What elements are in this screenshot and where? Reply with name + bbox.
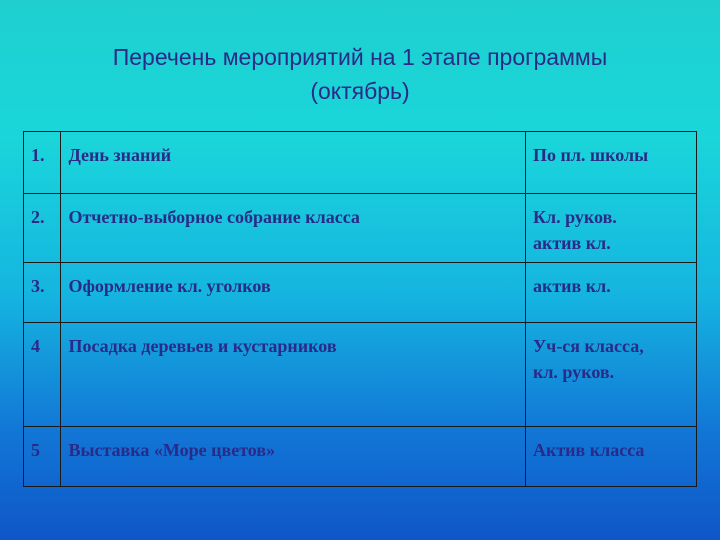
responsible-cell bbox=[525, 194, 696, 263]
table-row bbox=[24, 263, 697, 323]
slide-title-line-1: Перечень мероприятий на 1 этапе программы bbox=[112, 44, 608, 70]
responsible-line: По пл. школы bbox=[532, 145, 649, 165]
table-row bbox=[24, 194, 697, 263]
row-number-cell: 4 bbox=[24, 323, 61, 427]
event-cell: Выставка «Море цветов» bbox=[61, 427, 526, 487]
event-cell: Отчетно-выборное собрание класса bbox=[61, 194, 526, 263]
responsible-cell bbox=[525, 427, 696, 487]
row-number-cell: 1. bbox=[24, 132, 61, 194]
responsible-line: актив кл. bbox=[532, 276, 611, 296]
responsible-line: Уч-ся класса, bbox=[532, 336, 644, 356]
event-cell: Посадка деревьев и кустарников bbox=[61, 323, 526, 427]
event-cell: День знаний bbox=[61, 132, 526, 194]
table-row bbox=[24, 323, 697, 427]
event-cell: Оформление кл. уголков bbox=[61, 263, 526, 323]
row-number-cell: 2. bbox=[24, 194, 61, 263]
table-row bbox=[24, 427, 697, 487]
responsible-cell bbox=[525, 323, 696, 427]
responsible-line: Актив класса bbox=[532, 440, 645, 460]
program-table bbox=[23, 131, 697, 487]
slide-title-line-2: (октябрь) bbox=[310, 78, 410, 104]
responsible-line: кл. руков. bbox=[532, 362, 615, 382]
responsible-line: Кл. руков. bbox=[532, 207, 617, 227]
row-number-cell: 5 bbox=[24, 427, 61, 487]
row-number-cell: 3. bbox=[24, 263, 61, 323]
slide-title bbox=[0, 40, 720, 108]
responsible-cell bbox=[525, 263, 696, 323]
responsible-cell bbox=[525, 132, 696, 194]
table-row bbox=[24, 132, 697, 194]
responsible-line: актив кл. bbox=[532, 233, 611, 253]
